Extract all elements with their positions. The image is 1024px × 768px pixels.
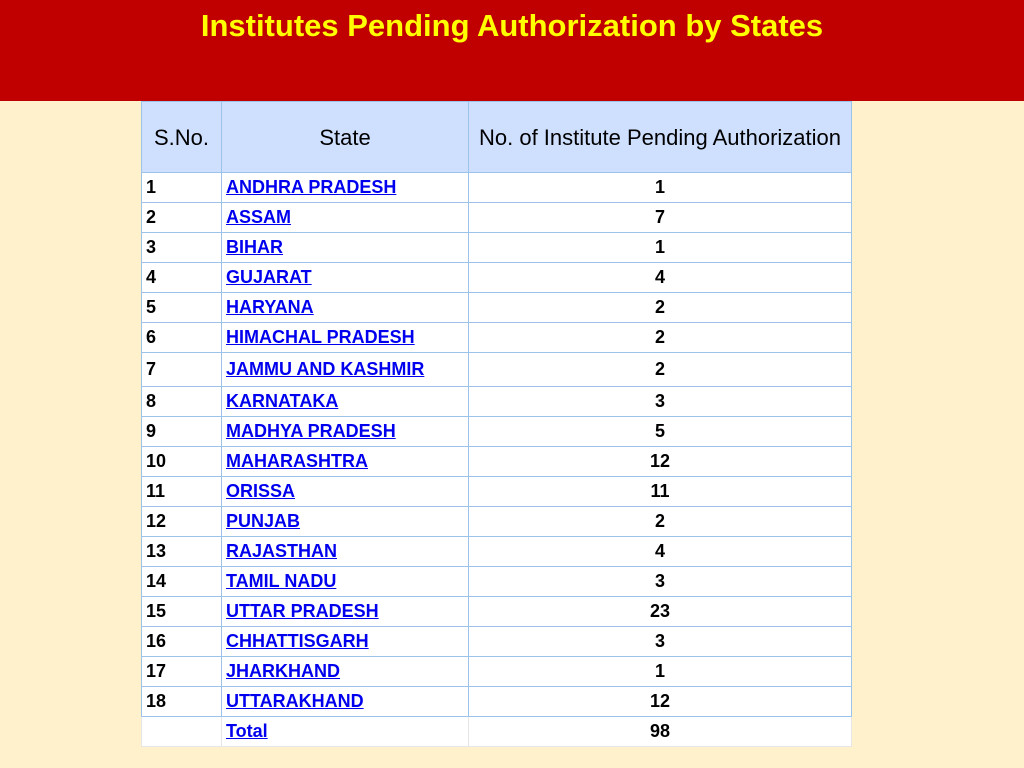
row-count: 2 xyxy=(469,507,852,537)
row-state-cell xyxy=(222,657,469,687)
row-count: 12 xyxy=(469,447,852,477)
table-row xyxy=(142,323,852,353)
row-count: 12 xyxy=(469,687,852,717)
state-link[interactable]: JHARKHAND xyxy=(226,661,341,681)
row-sno: 13 xyxy=(142,537,222,567)
row-sno: 9 xyxy=(142,417,222,447)
row-state-cell xyxy=(222,353,469,387)
row-state-cell xyxy=(222,477,469,507)
row-sno: 10 xyxy=(142,447,222,477)
row-state-cell xyxy=(222,387,469,417)
row-count: 4 xyxy=(469,537,852,567)
header-state: State xyxy=(222,102,469,173)
row-count: 11 xyxy=(469,477,852,507)
row-sno: 3 xyxy=(142,233,222,263)
row-count: 1 xyxy=(469,173,852,203)
state-link[interactable]: CHHATTISGARH xyxy=(226,631,369,651)
row-count: 7 xyxy=(469,203,852,233)
row-count: 5 xyxy=(469,417,852,447)
table-body xyxy=(142,173,852,747)
pending-authorization-table-wrapper xyxy=(141,101,851,747)
row-sno: 4 xyxy=(142,263,222,293)
total-link[interactable]: Total xyxy=(226,721,268,741)
state-link[interactable]: PUNJAB xyxy=(226,511,301,531)
row-count: 4 xyxy=(469,263,852,293)
row-count: 3 xyxy=(469,627,852,657)
row-state-cell xyxy=(222,597,469,627)
row-state-cell xyxy=(222,447,469,477)
row-sno: 17 xyxy=(142,657,222,687)
state-link[interactable]: GUJARAT xyxy=(226,267,312,287)
state-link[interactable]: ORISSA xyxy=(226,481,296,501)
row-state-cell xyxy=(222,537,469,567)
state-link[interactable]: TAMIL NADU xyxy=(226,571,337,591)
table-row xyxy=(142,507,852,537)
table-row xyxy=(142,353,852,387)
state-link[interactable]: ASSAM xyxy=(226,207,292,227)
header-count: No. of Institute Pending Authorization xyxy=(469,102,852,173)
row-state-cell xyxy=(222,173,469,203)
row-sno: 1 xyxy=(142,173,222,203)
row-sno: 5 xyxy=(142,293,222,323)
table-row xyxy=(142,447,852,477)
row-sno: 8 xyxy=(142,387,222,417)
row-count: 23 xyxy=(469,597,852,627)
row-sno: 2 xyxy=(142,203,222,233)
table-row xyxy=(142,173,852,203)
table-row xyxy=(142,537,852,567)
state-link[interactable]: BIHAR xyxy=(226,237,283,257)
row-state-cell xyxy=(222,233,469,263)
row-count: 1 xyxy=(469,233,852,263)
row-sno: 12 xyxy=(142,507,222,537)
row-count: 3 xyxy=(469,567,852,597)
table-row xyxy=(142,203,852,233)
table-row xyxy=(142,233,852,263)
table-row xyxy=(142,597,852,627)
row-state-cell xyxy=(222,263,469,293)
row-count: 2 xyxy=(469,323,852,353)
state-link[interactable]: JAMMU AND KASHMIR xyxy=(226,359,425,379)
header-sno: S.No. xyxy=(142,102,222,173)
total-count: 98 xyxy=(469,717,852,747)
state-link[interactable]: MADHYA PRADESH xyxy=(226,421,396,441)
row-state-cell xyxy=(222,687,469,717)
row-sno: 15 xyxy=(142,597,222,627)
row-count: 1 xyxy=(469,657,852,687)
table-row xyxy=(142,477,852,507)
row-state-cell xyxy=(222,293,469,323)
state-link[interactable]: UTTARAKHAND xyxy=(226,691,364,711)
state-link[interactable]: HIMACHAL PRADESH xyxy=(226,327,415,347)
row-state-cell xyxy=(222,203,469,233)
row-sno: 18 xyxy=(142,687,222,717)
row-sno: 11 xyxy=(142,477,222,507)
row-state-cell xyxy=(222,507,469,537)
row-sno: 6 xyxy=(142,323,222,353)
row-sno: 7 xyxy=(142,353,222,387)
state-link[interactable]: HARYANA xyxy=(226,297,314,317)
state-link[interactable]: RAJASTHAN xyxy=(226,541,338,561)
table-row xyxy=(142,417,852,447)
table-row xyxy=(142,627,852,657)
row-count: 3 xyxy=(469,387,852,417)
table-row xyxy=(142,263,852,293)
table-header-row xyxy=(142,102,852,173)
state-link[interactable]: UTTAR PRADESH xyxy=(226,601,379,621)
row-state-cell xyxy=(222,323,469,353)
table-row xyxy=(142,687,852,717)
total-sno-empty xyxy=(142,717,222,747)
pending-authorization-table xyxy=(141,101,852,747)
total-row xyxy=(142,717,852,747)
row-state-cell xyxy=(222,417,469,447)
row-count: 2 xyxy=(469,293,852,323)
state-link[interactable]: MAHARASHTRA xyxy=(226,451,368,471)
total-label-cell xyxy=(222,717,469,747)
page-title: Institutes Pending Authorization by States xyxy=(200,8,824,43)
table-row xyxy=(142,387,852,417)
table-row xyxy=(142,567,852,597)
table-row xyxy=(142,293,852,323)
row-state-cell xyxy=(222,627,469,657)
state-link[interactable]: ANDHRA PRADESH xyxy=(226,177,397,197)
row-sno: 14 xyxy=(142,567,222,597)
row-count: 2 xyxy=(469,353,852,387)
state-link[interactable]: KARNATAKA xyxy=(226,391,339,411)
row-state-cell xyxy=(222,567,469,597)
row-sno: 16 xyxy=(142,627,222,657)
table-row xyxy=(142,657,852,687)
